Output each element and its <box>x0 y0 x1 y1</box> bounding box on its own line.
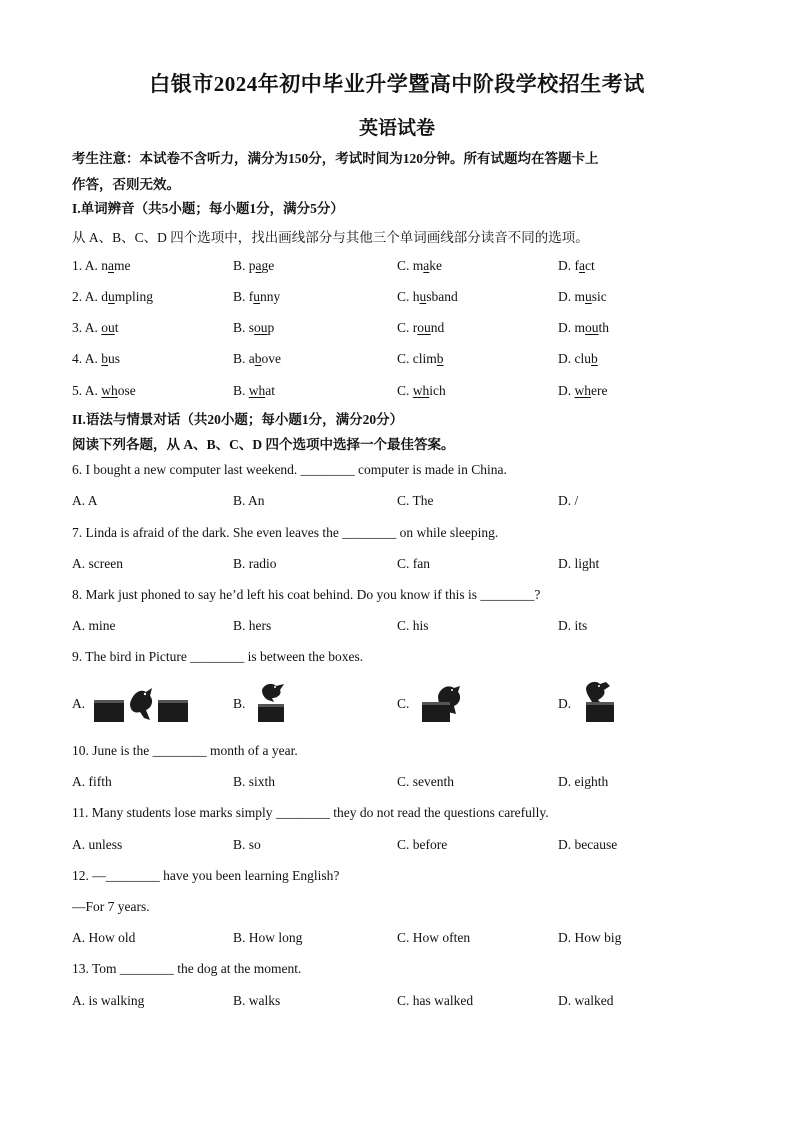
question-9-stem: 9. The bird in Picture ________ is between the boxes. <box>72 649 364 664</box>
question-number: 1. <box>72 258 83 273</box>
question-2-option-d[interactable] <box>558 289 607 305</box>
word-part: ke <box>429 258 443 273</box>
question-8-option-d[interactable]: D. its <box>558 618 588 633</box>
bird-between-boxes-picture[interactable] <box>92 682 192 724</box>
underlined-letters: ou <box>101 320 115 335</box>
question-12-stem: 12. —________ have you been learning English? <box>72 868 340 883</box>
question-9-option-a[interactable]: A. <box>72 696 86 711</box>
question-8-option-b[interactable]: B. hers <box>233 618 272 633</box>
word-part: h <box>412 289 420 304</box>
question-4-option-b[interactable] <box>233 351 281 367</box>
word-part: m <box>574 289 586 304</box>
word-part: f <box>574 258 579 273</box>
word-part: ct <box>585 258 595 273</box>
question-4-option-d[interactable] <box>558 351 598 367</box>
word-part: nny <box>260 289 281 304</box>
question-2-option-b[interactable] <box>233 289 280 305</box>
question-7-option-b[interactable]: B. radio <box>233 556 277 571</box>
question-8-option-c[interactable]: C. his <box>397 618 429 633</box>
underlined-letters: b <box>591 351 598 366</box>
question-number: 3. <box>72 320 83 335</box>
word-part: s <box>248 320 255 335</box>
word-part: t <box>114 320 119 335</box>
word-part: ge <box>261 258 275 273</box>
word-part: f <box>248 289 254 304</box>
word-part: ere <box>591 383 608 398</box>
question-11-option-d[interactable]: D. because <box>558 837 618 852</box>
word-part: clim <box>412 351 437 366</box>
question-6-option-a[interactable]: A. A <box>72 493 98 508</box>
option-letter: D. <box>558 351 572 366</box>
option-letter: B. <box>233 383 246 398</box>
question-3-option-a[interactable] <box>72 320 119 336</box>
question-10-stem: 10. June is the ________ month of a year. <box>72 743 298 758</box>
question-1-option-c[interactable] <box>397 258 442 274</box>
question-12-option-c[interactable]: C. How often <box>397 930 471 945</box>
question-10-option-b[interactable]: B. sixth <box>233 774 276 789</box>
question-1-option-d[interactable] <box>558 258 595 274</box>
question-8-stem: 8. Mark just phoned to say he’d left his coat behind. Do you know if this is ________? <box>72 587 541 602</box>
question-6-stem: 6. I bought a new computer last weekend. ________ computer is made in China. <box>72 462 507 477</box>
underlined-letters: u <box>585 289 592 304</box>
underlined-letters: a <box>423 258 430 273</box>
option-letter: A. <box>84 351 98 366</box>
option-letter: A. <box>84 289 98 304</box>
question-9-option-b[interactable]: B. <box>233 696 246 711</box>
part1-heading: I.单词辨音（共5小题；每小题1分，满分5分） <box>72 201 344 216</box>
question-12-reply: —For 7 years. <box>72 899 150 914</box>
underlined-letters: wh <box>101 383 118 398</box>
option-letter: D. <box>558 289 572 304</box>
underlined-letters: b <box>101 351 109 366</box>
word-part: clu <box>574 351 591 366</box>
underlined-letters: b <box>436 351 444 366</box>
underlined-letters: a <box>579 258 585 273</box>
question-12-option-d[interactable]: D. How big <box>558 930 622 945</box>
question-7-option-d[interactable]: D. light <box>558 556 600 571</box>
question-10-option-c[interactable]: C. seventh <box>397 774 454 789</box>
option-letter: C. <box>397 320 410 335</box>
option-letter: B. <box>233 351 246 366</box>
notice-line-1: 考生注意：本试卷不含听力，满分为150分，考试时间为120分钟。所有试题均在答题卡上 <box>72 151 599 166</box>
option-letter: B. <box>233 320 246 335</box>
question-5-option-c[interactable] <box>397 383 446 399</box>
word-part: m <box>574 320 586 335</box>
word-part: sband <box>426 289 458 304</box>
question-5-option-b[interactable] <box>233 383 275 399</box>
option-letter: D. <box>558 258 572 273</box>
underlined-letters: a <box>108 258 115 273</box>
underlined-letters: wh <box>248 383 266 398</box>
question-6-option-b[interactable]: B. An <box>233 493 265 508</box>
exam-subtitle: 英语试卷 <box>358 118 435 139</box>
question-6-option-d[interactable]: D. / <box>558 493 579 508</box>
word-part: a <box>248 351 255 366</box>
exam-title: 白银市2024年初中毕业升学暨高中阶段学校招生考试 <box>149 72 645 96</box>
question-7-stem: 7. Linda is afraid of the dark. She even leaves the ________ on while sleeping. <box>72 525 499 540</box>
question-10-option-a[interactable]: A. fifth <box>72 774 112 789</box>
notice-line-2: 作答，否则无效。 <box>72 177 180 192</box>
option-letter: D. <box>558 383 572 398</box>
option-letter: B. <box>233 289 246 304</box>
word-part: ich <box>429 383 446 398</box>
option-letter: A. <box>84 383 98 398</box>
underlined-letters: wh <box>574 383 591 398</box>
option-letter: C. <box>397 289 410 304</box>
question-1-option-a[interactable] <box>72 258 131 274</box>
question-3-option-b[interactable] <box>233 320 274 336</box>
question-13-option-d[interactable]: D. walked <box>558 993 614 1008</box>
question-1-option-b[interactable] <box>233 258 274 274</box>
option-letter: D. <box>558 320 572 335</box>
word-part: mpling <box>114 289 154 304</box>
question-4-option-a[interactable] <box>72 351 120 367</box>
question-4-option-c[interactable] <box>397 351 444 367</box>
bird-on-box-picture[interactable] <box>580 680 620 724</box>
question-9-option-c[interactable]: C. <box>397 696 410 711</box>
underlined-letters: wh <box>412 383 430 398</box>
underlined-letters: u <box>253 289 261 304</box>
question-12-option-b[interactable]: B. How long <box>233 930 303 945</box>
word-part: at <box>265 383 276 398</box>
question-13-option-a[interactable]: A. is walking <box>72 993 145 1008</box>
word-part: ose <box>117 383 136 398</box>
part2-heading: II.语法与情景对话（共20小题；每小题1分，满分20分） <box>72 412 404 427</box>
question-13-option-b[interactable]: B. walks <box>233 993 281 1008</box>
question-2-option-a[interactable] <box>72 289 153 305</box>
word-part: me <box>114 258 131 273</box>
part1-instruction: 从 A、B、C、D 四个选项中，找出画线部分与其他三个单词画线部分读音不同的选项。 <box>72 230 589 245</box>
question-8-option-a[interactable]: A. mine <box>72 618 116 633</box>
word-part: sic <box>591 289 607 304</box>
question-number: 4. <box>72 351 83 366</box>
question-13-stem: 13. Tom ________ the dog at the moment. <box>72 961 302 976</box>
underlined-letters: b <box>254 351 262 366</box>
word-part: p <box>267 320 275 335</box>
question-11-option-b[interactable]: B. so <box>233 837 261 852</box>
word-part: m <box>412 258 424 273</box>
question-7-option-c[interactable]: C. fan <box>397 556 430 571</box>
question-6-option-c[interactable]: C. The <box>397 493 434 508</box>
bird-behind-box-picture[interactable] <box>418 682 466 724</box>
word-part: p <box>248 258 256 273</box>
question-5-option-d[interactable] <box>558 383 607 399</box>
word-part: r <box>412 320 418 335</box>
part2-instruction: 阅读下列各题，从 A、B、C、D 四个选项中选择一个最佳答案。 <box>72 437 455 452</box>
word-part: d <box>101 289 109 304</box>
underlined-letters: a <box>255 258 262 273</box>
question-7-option-a[interactable]: A. screen <box>72 556 123 571</box>
question-number: 2. <box>72 289 83 304</box>
word-part: ove <box>261 351 282 366</box>
option-letter: C. <box>397 383 410 398</box>
question-13-option-c[interactable]: C. has walked <box>397 993 474 1008</box>
option-letter: B. <box>233 258 246 273</box>
question-5-option-a[interactable] <box>72 383 136 399</box>
word-part: th <box>598 320 610 335</box>
question-11-option-c[interactable]: C. before <box>397 837 448 852</box>
question-11-option-a[interactable]: A. unless <box>72 837 123 852</box>
underlined-letters: ou <box>585 320 599 335</box>
bird-above-box-picture[interactable] <box>254 680 294 724</box>
question-3-option-d[interactable] <box>558 320 609 336</box>
underlined-letters: ou <box>417 320 431 335</box>
word-part: nd <box>430 320 445 335</box>
option-letter: C. <box>397 351 410 366</box>
option-letter: A. <box>84 320 98 335</box>
question-2-option-c[interactable] <box>397 289 458 305</box>
option-letter: A. <box>84 258 98 273</box>
underlined-letters: u <box>108 289 115 304</box>
question-10-option-d[interactable]: D. eighth <box>558 774 609 789</box>
word-part: us <box>108 351 121 366</box>
question-number: 5. <box>72 383 83 398</box>
question-11-stem: 11. Many students lose marks simply ________ they do not read the questions carefully. <box>72 805 549 820</box>
word-part: n <box>101 258 109 273</box>
underlined-letters: u <box>419 289 427 304</box>
question-12-option-a[interactable]: A. How old <box>72 930 136 945</box>
question-3-option-c[interactable] <box>397 320 444 336</box>
underlined-letters: ou <box>254 320 268 335</box>
question-9-option-d[interactable]: D. <box>558 696 572 711</box>
option-letter: C. <box>397 258 410 273</box>
